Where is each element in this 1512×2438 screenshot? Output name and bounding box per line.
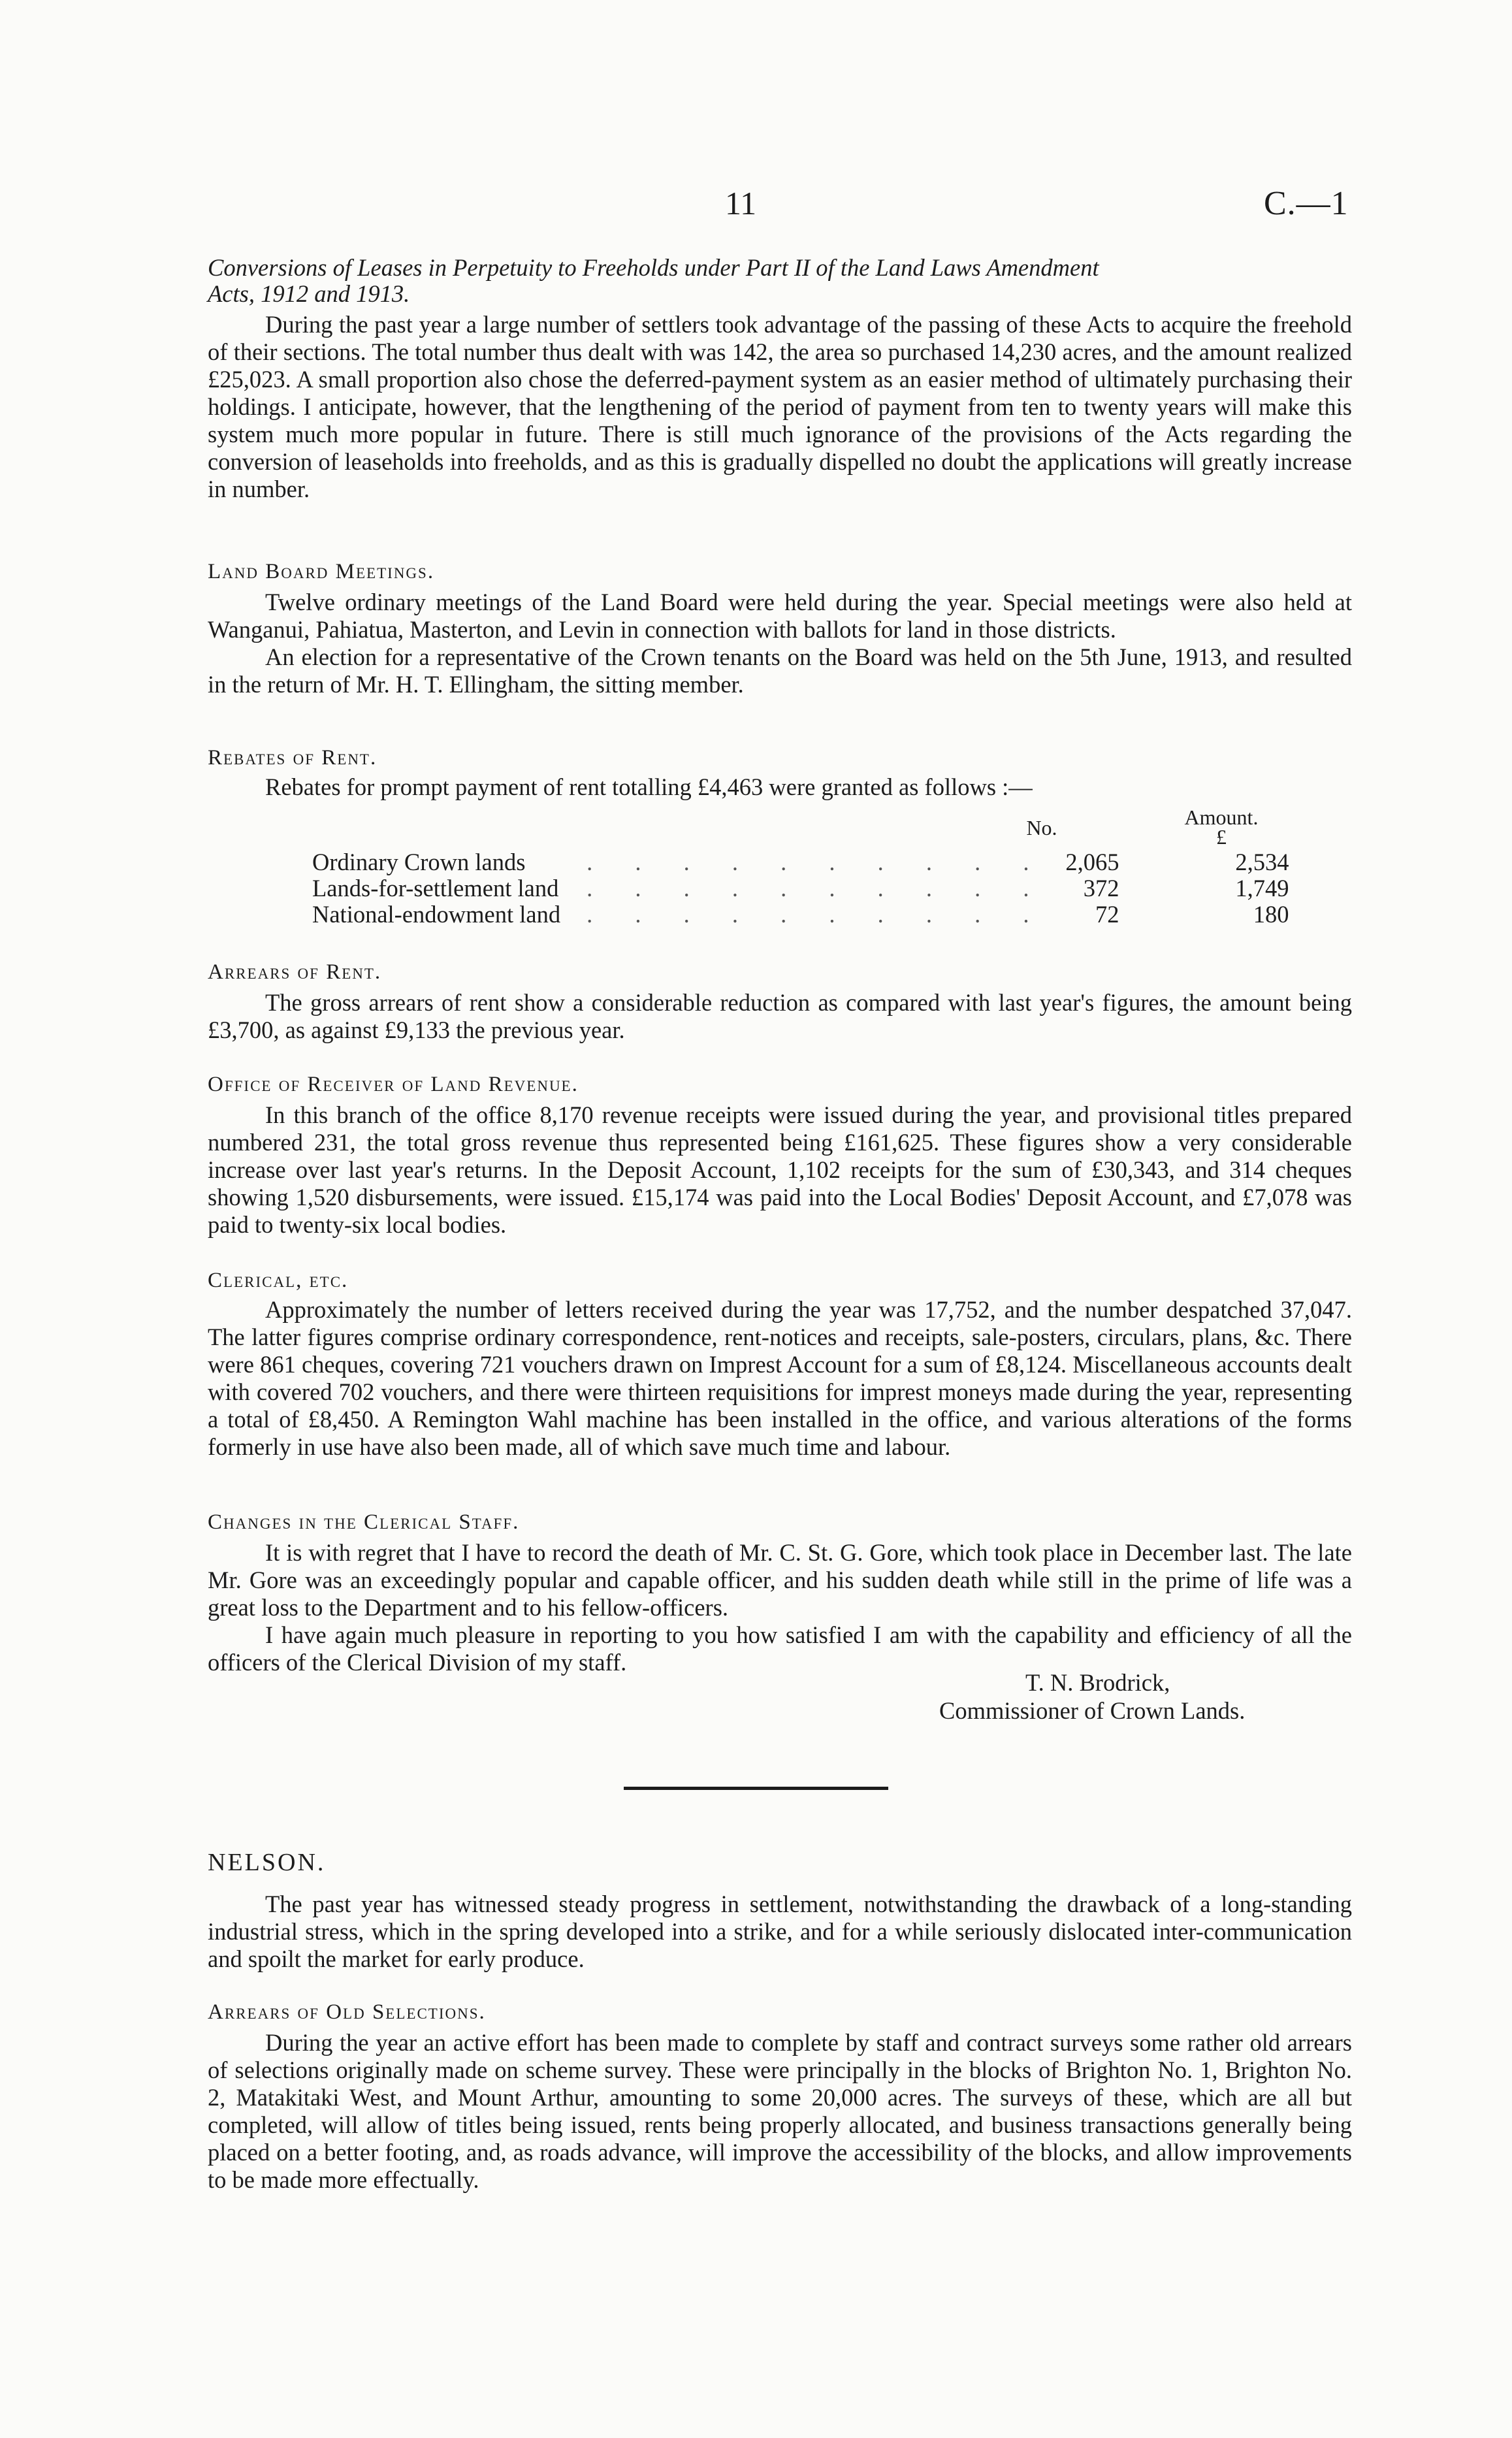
rebate-label: National-endowment land [312,901,561,928]
leader-dots: . . . . . . . . . . [587,901,1048,928]
old-selections-heading: Arrears of Old Selections. [208,2000,486,2024]
old-selections-body: During the year an active effort has been made to complete by staff and contract surveys some rather old arrears of selections originally made on scheme survey. These were principally in the blocks of Brighton No. 1, Brighton No. 2, Matakitaki West, and Mount Arthur, amounting to some 20,000 acres. The surveys of these, which are all but completed, will allow of titles being issued, rents being properly allocated, and business transactions generally being placed on a better footing, and, as roads advance, will improve the accessibility of the blocks, and allow improvements to be made more effectually. [208,2029,1352,2193]
conversions-title-line2: Acts, 1912 and 1913. [208,280,410,307]
leader-dots: . . . . . . . . . . [587,849,1048,875]
signature-name: T. N. Brodrick, [1025,1669,1170,1696]
table-row [312,849,1289,875]
land-board-heading: Land Board Meetings. [208,560,435,583]
rebates-intro: Rebates for prompt payment of rent totalling £4,463 were granted as follows :— [265,773,1033,800]
old-selections-section [208,1999,1352,2194]
rebates-section [208,745,1352,801]
staff-paragraph-2: I have again much pleasure in reporting to you how satisfied I am with the capability and efficiency of all the officers of the Clerical Division of my staff. [208,1621,1352,1676]
page-number: 11 [725,185,757,221]
rebate-amount: 1,749 [1235,875,1289,902]
table-row [312,902,1289,928]
page-header [0,184,1512,230]
rebate-amount: 2,534 [1235,849,1289,875]
clerical-section [208,1267,1352,1461]
land-board-paragraph-1: Twelve ordinary meetings of the Land Board were held during the year. Special meetings were also held at Wanganui, Pahiatua, Masterton, and Levin in connection with ballots for land in those districts. [208,589,1352,643]
conversions-section [208,255,1352,503]
arrears-section [208,959,1352,1044]
clerical-heading: Clerical, etc. [208,1269,349,1292]
land-board-paragraph-2: An election for a representative of the Crown tenants on the Board was held on the 5th June, 1913, and resulted in the return of Mr. H. T. Ellingham, the sitting member. [208,643,1352,698]
section-divider [624,1787,888,1790]
column-header-amount: Amount. [1184,805,1259,829]
rebate-label: Lands-for-settlement land [312,875,559,902]
arrears-body: The gross arrears of rent show a considerable reduction as compared with last year's figures, the amount being £3,700, as against £9,133 the previous year. [208,989,1352,1043]
leader-dots: . . . . . . . . . . [587,875,1048,902]
staff-section [208,1509,1352,1676]
nelson-section [208,1849,1352,1973]
column-header-amount-unit: £ [1216,825,1227,849]
land-board-section [208,559,1352,698]
receiver-heading: Office of Receiver of Land Revenue. [208,1073,579,1096]
conversions-title-line1: Conversions of Leases in Perpetuity to Freeholds under Part II of the Land Laws Amendment [208,254,1099,281]
receiver-body: In this branch of the office 8,170 revenue receipts were issued during the year, and provisional titles prepared numbered 231, the total gross revenue thus represented being £161,625. These figures show a very considerable increase over last year's returns. In the Deposit Account, 1,102 receipts for the sum of £30,343, and 314 cheques showing 1,520 disbursements, were issued. £15,174 was paid into the Local Bodies' Deposit Account, and £7,078 was paid to twenty-six local bodies. [208,1101,1352,1238]
rebate-label: Ordinary Crown lands [312,849,526,875]
rebate-amount: 180 [1253,901,1289,928]
receiver-section [208,1071,1352,1239]
conversions-body: During the past year a large number of settlers took advantage of the passing of these Acts to acquire the freehold of their sections. The total number thus dealt with was 142, the area so purchased 14,230 acres, and the amount realized £25,023. A small proportion also chose the deferred-payment system as an easier method of ultimately purchasing their holdings. I anticipate, however, that the lengthening of the period of payment from ten to twenty years will make this system much more popular in future. There is still much ignorance of the provisions of the Acts regarding the conversion of leaseholds into freeholds, and as this is gradually dispelled no doubt the applications will greatly increase in number. [208,311,1352,502]
nelson-body: The past year has witnessed steady progress in settlement, notwithstanding the drawback of a long-standing industrial stress, which in the spring developed into a strike, and for a while seriously dislocated inter-communication and spoilt the market for early produce. [208,1891,1352,1972]
column-header-no: No. [1026,816,1057,839]
clerical-body: Approximately the number of letters received during the year was 17,752, and the number despatched 37,047. The latter figures comprise ordinary correspondence, rent-notices and receipts, sale-posters, circulars, plans, &c. There were 861 cheques, covering 721 vouchers drawn on Imprest Account for a sum of £8,124. Miscellaneous accounts dealt with covered 702 vouchers, and there were thirteen requisitions for imprest moneys made during the year, representing a total of £8,450. A Remington Wahl machine has been installed in the office, and various alterations of the forms formerly in use have also been made, all of which save much time and labour. [208,1296,1352,1460]
arrears-heading: Arrears of Rent. [208,960,382,984]
rebates-heading: Rebates of Rent. [208,746,378,770]
rebate-count: 72 [1095,901,1119,928]
staff-heading: Changes in the Clerical Staff. [208,1510,520,1534]
table-row [312,875,1289,902]
rebate-count: 372 [1083,875,1119,902]
series-number: C.—1 [1264,185,1349,222]
nelson-heading: NELSON. [208,1849,326,1876]
signature-title: Commissioner of Crown Lands. [939,1697,1246,1724]
staff-paragraph-1: It is with regret that I have to record the death of Mr. C. St. G. Gore, which took place in December last. The late Mr. Gore was an exceedingly popular and capable officer, and his sudden death while still in the prime of life was a great loss to the Department and to his fellow-officers. [208,1539,1352,1621]
rebate-count: 2,065 [1065,849,1119,875]
